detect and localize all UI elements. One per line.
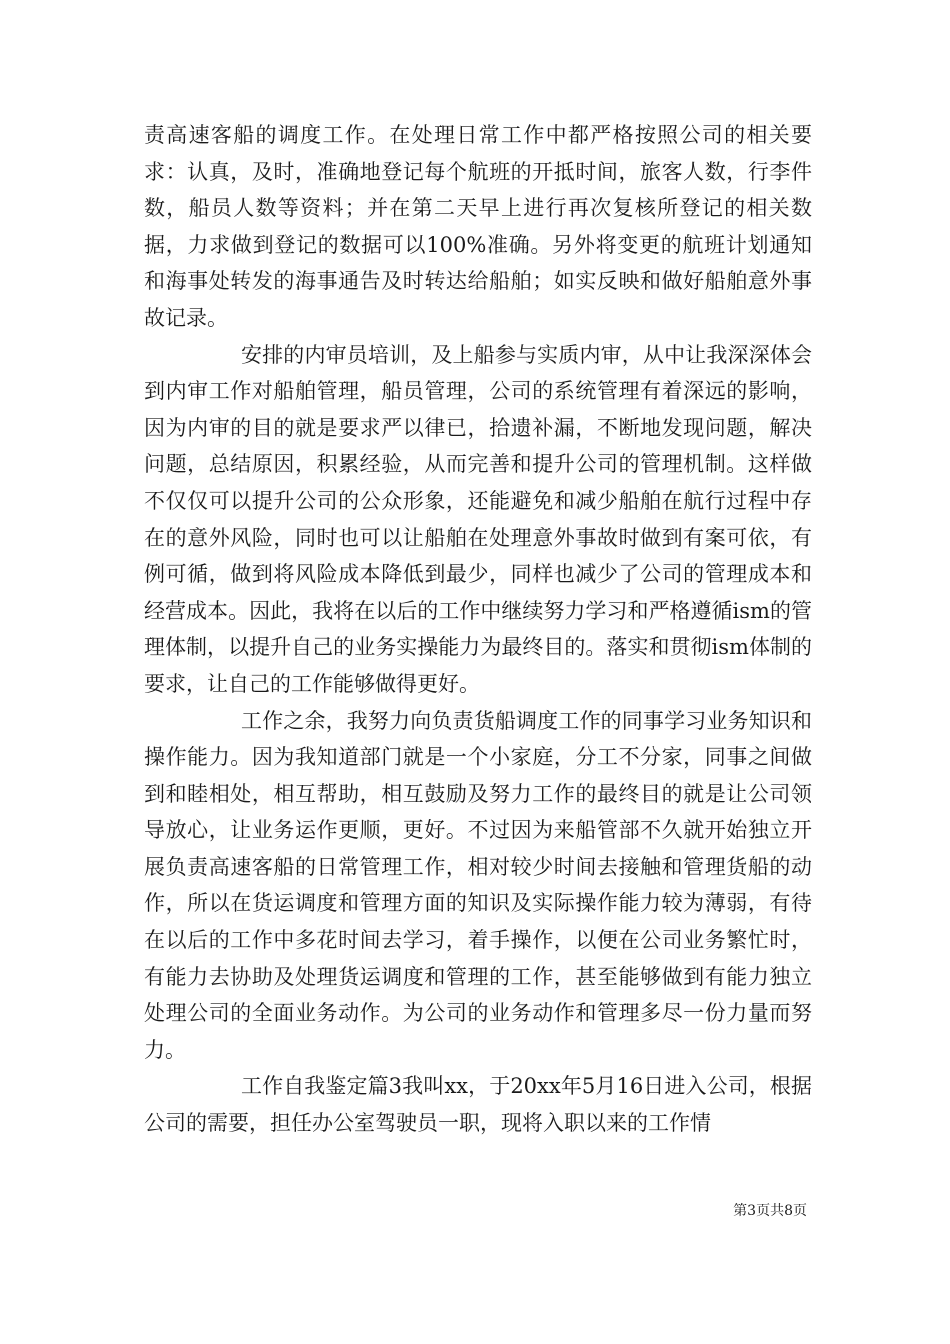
paragraph-3: 工作之余，我努力向负责货船调度工作的同事学习业务知识和操作能力。因为我知道部门就是一个小家庭，分工不分家，同事之间做到和睦相处，相互帮助，相互鼓励及努力工作的最终目的就是让公司领导放心，让业务运作更顺，更好。不过因为来船管部不久就开始独立开展负责高速客船的日常管理工作，相对较少时间去接触和管理货船的动作，所以在货运调度和管理方面的知识及实际操作能力较为薄弱，有待在以后的工作中多花时间去学习，着手操作，以便在公司业务繁忙时，有能力去协助及处理货运调度和管理的工作，甚至能够做到有能力独立处理公司的全面业务动作。为公司的业务动作和管理多尽一份力量而努力。 [144,708,812,1062]
page-number: 第3页共8页 [733,1203,807,1219]
paragraph-2: 安排的内审员培训，及上船参与实质内审，从中让我深深体会到内审工作对船舶管理，船员管理，公司的系统管理有着深远的影响，因为内审的目的就是要求严以律已，拾遗补漏，不断地发现问题，解决问题，总结原因，积累经验，从而完善和提升公司的管理机制。这样做不仅仅可以提升公司的公众形象，还能避免和减少船舶在航行过程中存在的意外风险，同时也可以让船舶在处理意外事故时做到有案可依，有例可循，做到将风险成本降低到最少，同样也减少了公司的管理成本和经营成本。因此，我将在以后的工作中继续努力学习和严格遵循ism的管理体制，以提升自己的业务实操能力为最终目的。落实和贯彻ism体制的要求，让自己的工作能够做得更好。 [144,342,812,696]
document-body [144,117,812,1142]
paragraph-4: 工作自我鉴定篇3我叫xx，于20xx年5月16日进入公司，根据公司的需要，担任办公室驾驶员一职，现将入职以来的工作情 [144,1074,812,1136]
paragraph-1: 责高速客船的调度工作。在处理日常工作中都严格按照公司的相关要求：认真，及时，准确地登记每个航班的开抵时间，旅客人数，行李件数，船员人数等资料；并在第二天早上进行再次复核所登记的相关数据，力求做到登记的数据可以100%准确。另外将变更的航班计划通知和海事处转发的海事通告及时转达给船舶；如实反映和做好船舶意外事故记录。 [144,123,812,330]
